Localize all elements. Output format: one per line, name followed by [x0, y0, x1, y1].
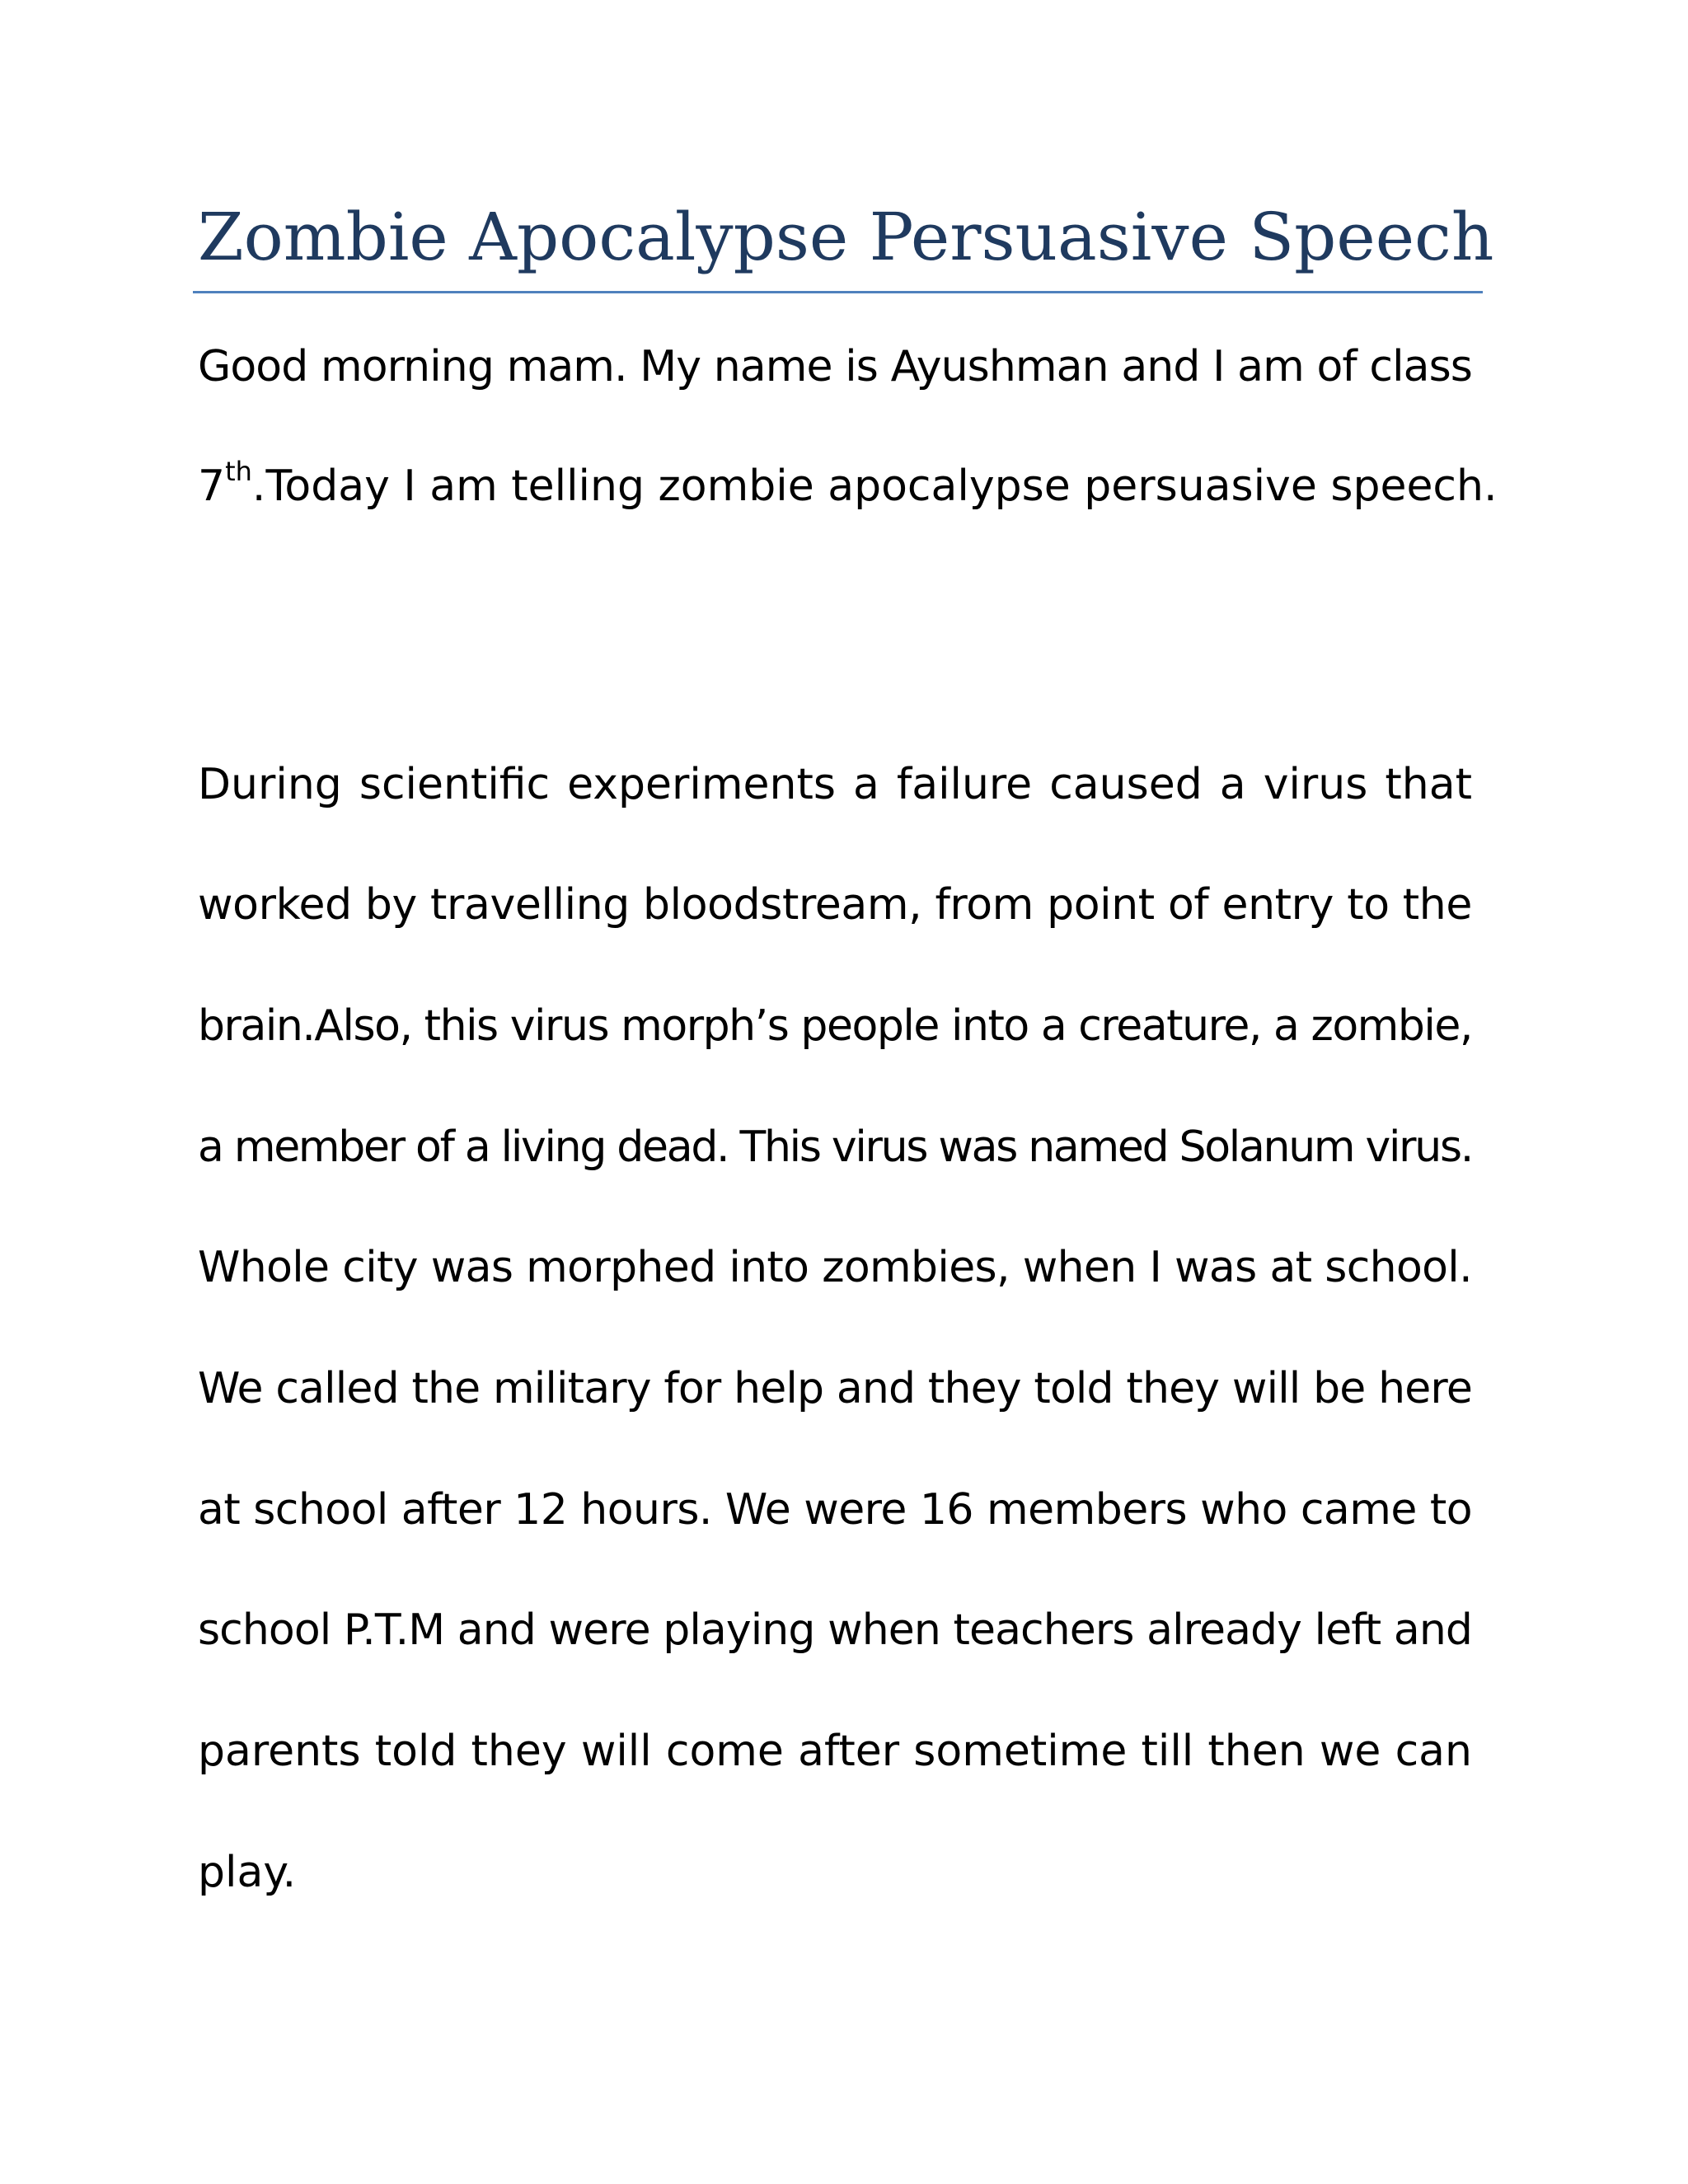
paragraph-line: parents told they will come after sometime till then we can — [198, 1727, 1472, 1776]
intro-line-2 — [198, 453, 1498, 519]
paragraph-line: at school after 12 hours. We were 16 members who came to — [198, 1485, 1472, 1535]
intro-line-1: Good morning mam. My name is Ayushman and I am of class — [198, 342, 1472, 391]
document-title: Zombie Apocalypse Persuasive Speech — [198, 199, 1494, 275]
paragraph-line: We called the military for help and they told they will be here — [198, 1364, 1472, 1413]
paragraph-line: a member of a living dead. This virus was named Solanum virus. — [198, 1122, 1472, 1172]
class-number: 7 — [198, 462, 226, 511]
paragraph-line: play. — [198, 1848, 297, 1897]
paragraph-line: brain.Also, this virus morph’s people into a creature, a zombie, — [198, 1001, 1472, 1051]
paragraph-line: During scientific experiments a failure caused a virus that — [198, 760, 1472, 809]
paragraph-line: school P.T.M and were playing when teachers already left and — [198, 1605, 1472, 1655]
paragraph-line: worked by travelling bloodstream, from point of entry to the — [198, 880, 1472, 930]
class-ordinal-suffix: th — [225, 455, 252, 487]
title-underline — [193, 291, 1483, 293]
intro-line-2-text: .Today I am telling zombie apocalypse persuasive speech. — [251, 462, 1498, 511]
paragraph-line: Whole city was morphed into zombies, when I was at school. — [198, 1243, 1472, 1292]
